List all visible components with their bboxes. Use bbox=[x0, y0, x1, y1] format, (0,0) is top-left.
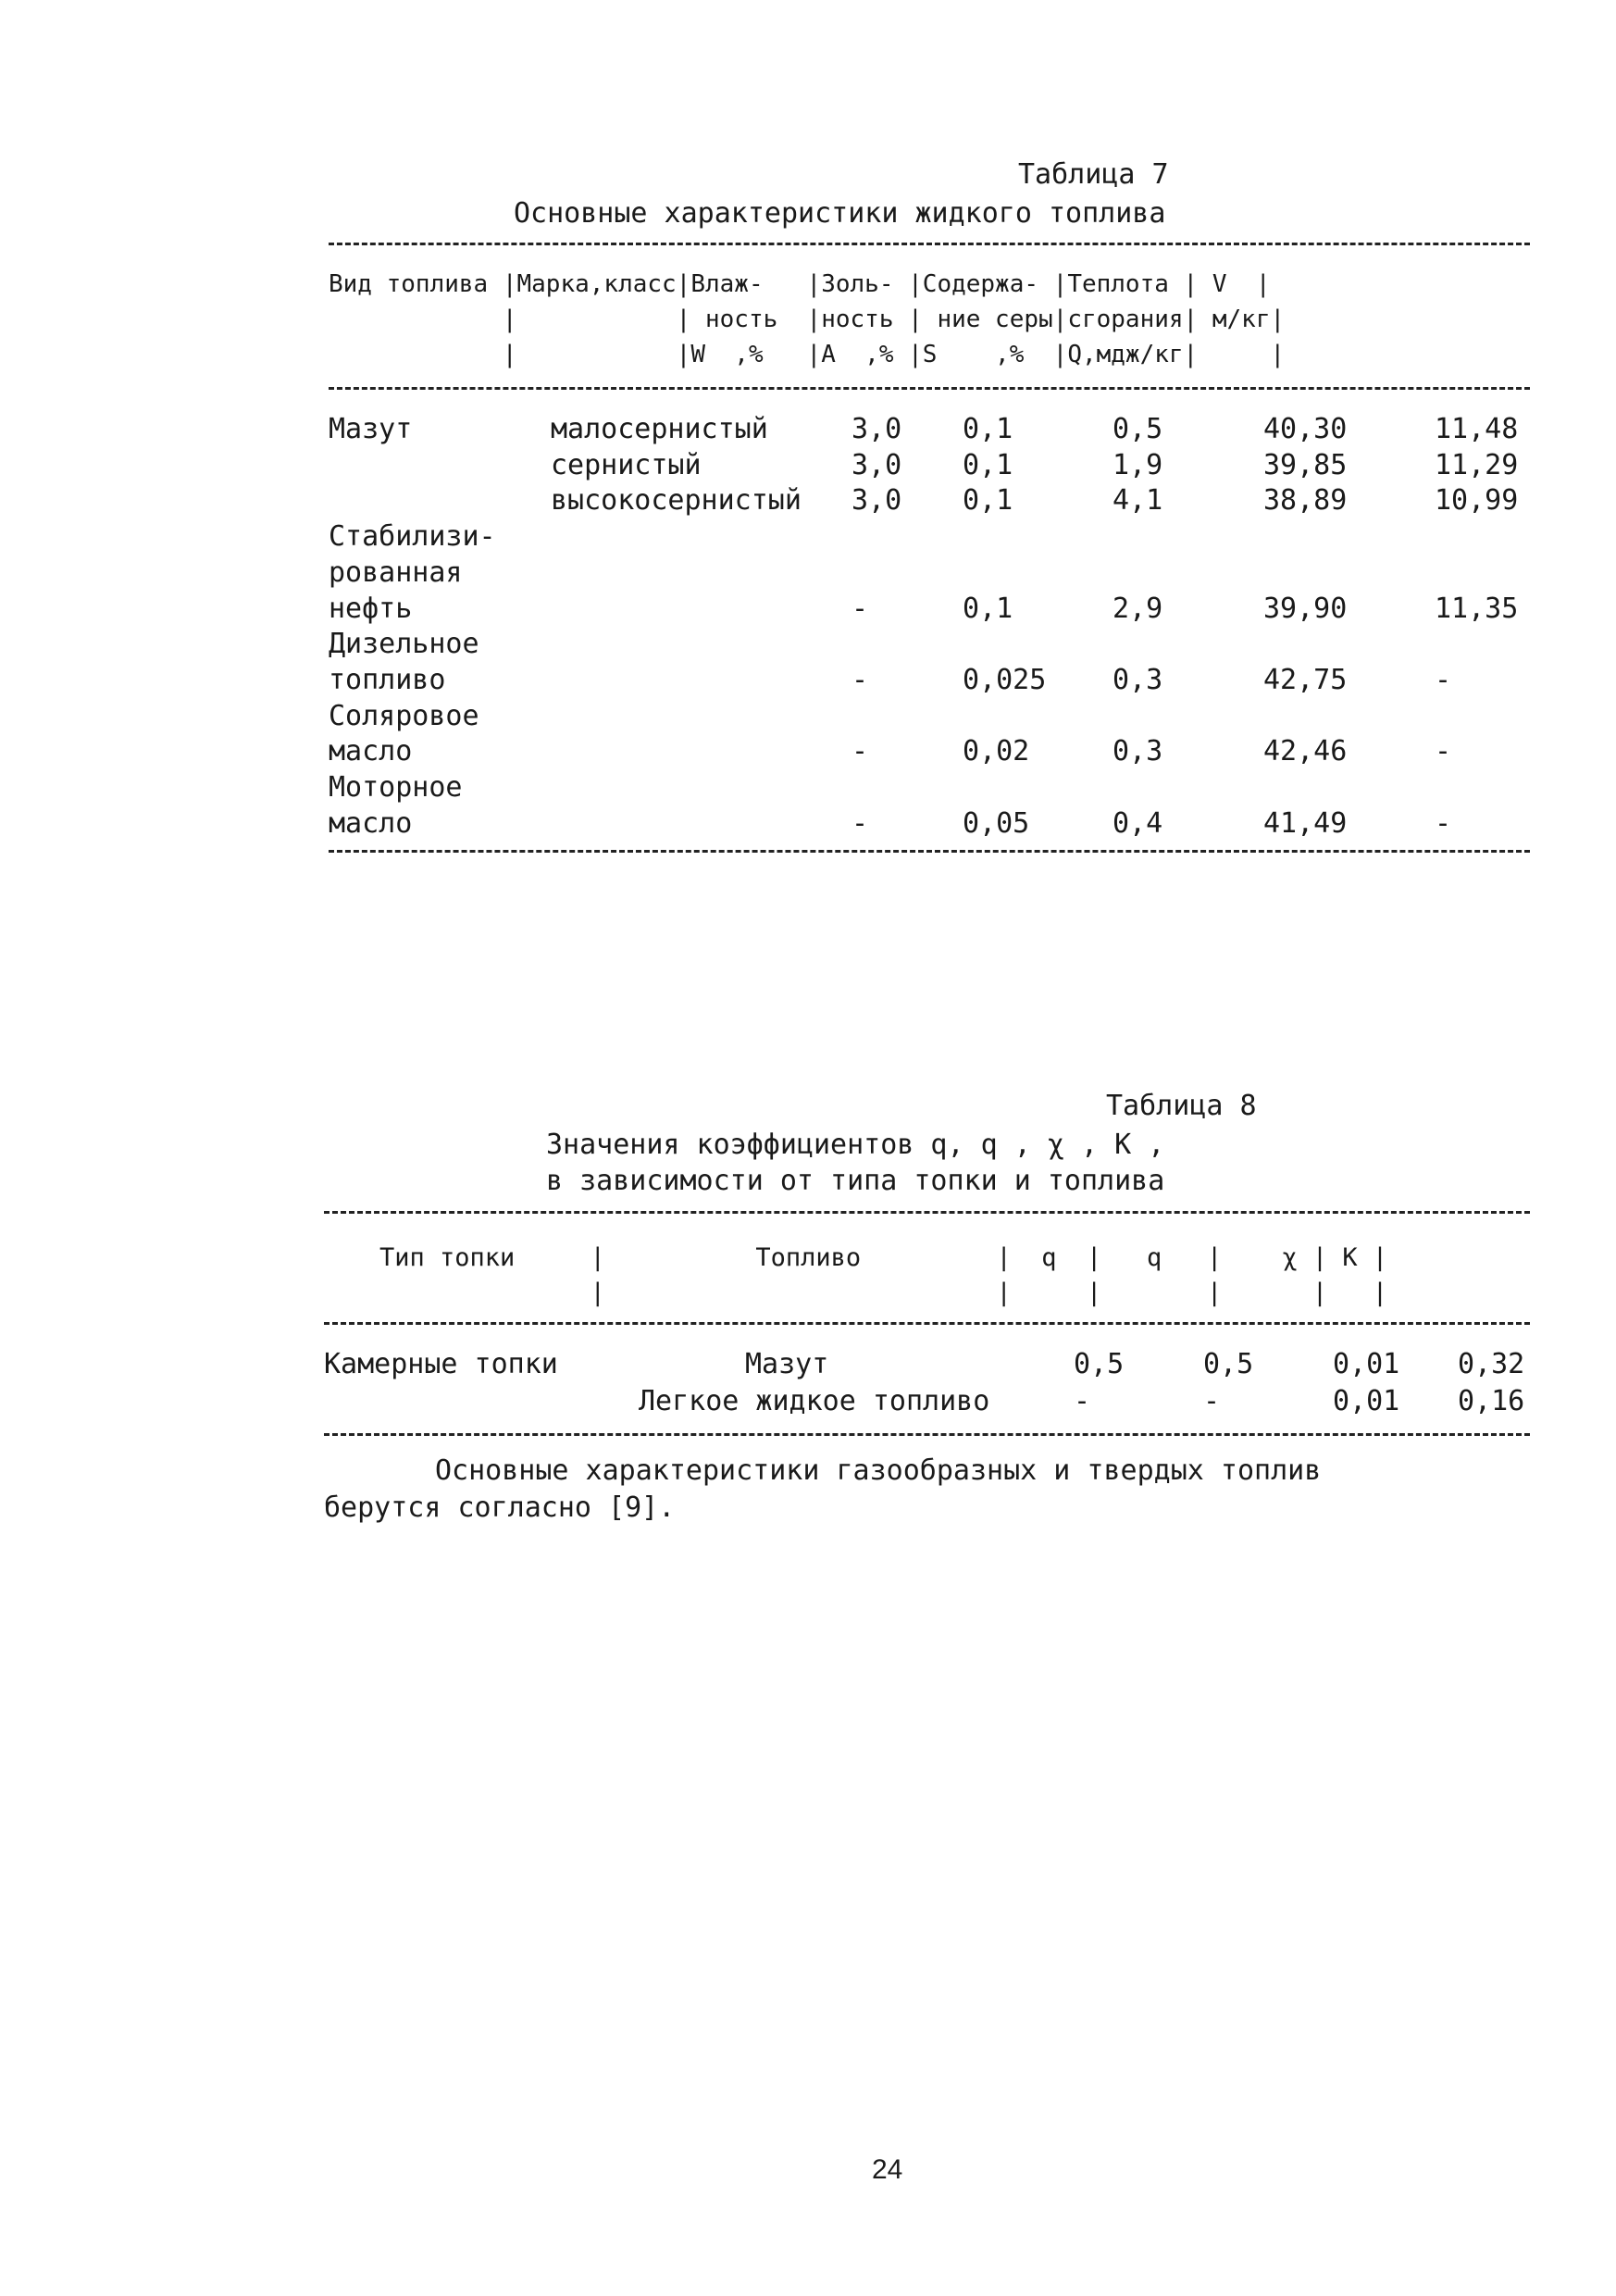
cell-furnace-type: Камерные топки bbox=[324, 1348, 558, 1380]
cell-sulfur: 0,3 bbox=[1113, 663, 1163, 696]
cell-volume: - bbox=[1435, 806, 1452, 840]
table8-header-rule bbox=[324, 1322, 1530, 1325]
cell-fuel: Соляровое bbox=[329, 699, 479, 732]
cell-heat: 39,90 bbox=[1263, 592, 1348, 625]
cell-fuel: масло bbox=[329, 735, 413, 768]
table8-header-line: | | | | | | bbox=[379, 1279, 1388, 1307]
table8-title-line2: в зависимости от типа топки и топлива bbox=[546, 1165, 1165, 1197]
cell-ash: 0,025 bbox=[963, 663, 1047, 696]
cell-ash: 0,05 bbox=[963, 806, 1030, 840]
cell-fuel: Дизельное bbox=[329, 628, 479, 661]
cell-sulfur: 4,1 bbox=[1113, 484, 1163, 518]
cell-heat: 42,75 bbox=[1263, 663, 1348, 696]
cell-heat: 40,30 bbox=[1263, 413, 1348, 445]
cell-chi: 0,01 bbox=[1333, 1348, 1400, 1380]
table8-top-rule bbox=[324, 1211, 1530, 1214]
table7-header-line: Вид топлива |Марка,класс|Влаж- |Золь- |Содержа- |Теплота | V | bbox=[329, 270, 1271, 298]
cell-fuel: рованная bbox=[329, 555, 463, 589]
cell-chi: 0,01 bbox=[1333, 1385, 1400, 1417]
cell-volume: - bbox=[1435, 663, 1452, 696]
cell-fuel: Мазут bbox=[329, 413, 413, 445]
cell-fuel: топливо bbox=[329, 663, 446, 696]
cell-fuel: Мазут bbox=[745, 1348, 829, 1380]
cell-fuel: Стабилизи- bbox=[329, 520, 496, 554]
cell-volume: 10,99 bbox=[1435, 484, 1519, 518]
note-line1: Основные характеристики газообразных и твердых топлив bbox=[435, 1454, 1322, 1487]
cell-ash: 0,1 bbox=[963, 413, 1013, 445]
cell-sulfur: 1,9 bbox=[1113, 448, 1163, 481]
cell-ash: 0,02 bbox=[963, 735, 1030, 768]
cell-heat: 39,85 bbox=[1263, 448, 1348, 481]
cell-q1: 0,5 bbox=[1074, 1348, 1125, 1380]
cell-heat: 41,49 bbox=[1263, 806, 1348, 840]
table7-header-rule bbox=[329, 387, 1530, 390]
table8-bottom-rule bbox=[324, 1433, 1530, 1436]
cell-moisture: 3,0 bbox=[852, 484, 902, 518]
cell-ash: 0,1 bbox=[963, 448, 1013, 481]
note-line2: берутся согласно [9]. bbox=[324, 1491, 676, 1524]
cell-fuel: нефть bbox=[329, 592, 413, 625]
cell-q1: - bbox=[1074, 1385, 1091, 1417]
cell-grade: высокосернистый bbox=[551, 484, 802, 518]
cell-fuel: масло bbox=[329, 806, 413, 840]
cell-sulfur: 0,4 bbox=[1113, 806, 1163, 840]
cell-moisture: 3,0 bbox=[852, 448, 902, 481]
table7-caption: Таблица 7 bbox=[1018, 158, 1169, 191]
cell-ash: 0,1 bbox=[963, 484, 1013, 518]
table7-header-line: | | ность |ность | ние серы|сгорания| м/кг| bbox=[329, 306, 1286, 333]
cell-k: 0,16 bbox=[1458, 1385, 1525, 1417]
cell-moisture: - bbox=[852, 663, 869, 696]
cell-moisture: - bbox=[852, 735, 869, 768]
cell-moisture: 3,0 bbox=[852, 413, 902, 445]
table7-bottom-rule bbox=[329, 850, 1530, 853]
cell-q2: 0,5 bbox=[1203, 1348, 1254, 1380]
cell-grade: сернистый bbox=[551, 448, 702, 481]
cell-sulfur: 2,9 bbox=[1113, 592, 1163, 625]
cell-heat: 42,46 bbox=[1263, 735, 1348, 768]
cell-sulfur: 0,5 bbox=[1113, 413, 1163, 445]
page-number: 24 bbox=[872, 2154, 903, 2185]
table7-header-line: | |W ,% |A ,% |S ,% |Q,мдж/кг| | bbox=[329, 341, 1286, 368]
cell-sulfur: 0,3 bbox=[1113, 735, 1163, 768]
cell-moisture: - bbox=[852, 592, 869, 625]
cell-grade: малосернистый bbox=[551, 413, 768, 445]
table8-caption: Таблица 8 bbox=[1106, 1090, 1257, 1122]
table7-title: Основные характеристики жидкого топлива bbox=[514, 197, 1166, 230]
cell-volume: 11,29 bbox=[1435, 448, 1519, 481]
cell-fuel: Моторное bbox=[329, 771, 463, 804]
cell-q2: - bbox=[1203, 1385, 1221, 1417]
cell-volume: 11,48 bbox=[1435, 413, 1519, 445]
cell-fuel: Легкое жидкое топливо bbox=[639, 1385, 990, 1417]
cell-volume: - bbox=[1435, 735, 1452, 768]
table8-title-line1: Значения коэффициентов q, q , χ , К , bbox=[546, 1129, 1165, 1161]
cell-volume: 11,35 bbox=[1435, 592, 1519, 625]
cell-k: 0,32 bbox=[1458, 1348, 1525, 1380]
cell-moisture: - bbox=[852, 806, 869, 840]
cell-ash: 0,1 bbox=[963, 592, 1013, 625]
table7-top-rule bbox=[329, 243, 1530, 245]
cell-heat: 38,89 bbox=[1263, 484, 1348, 518]
table8-header-line: Тип топки | Топливо | q | q | χ | К | bbox=[379, 1243, 1388, 1272]
